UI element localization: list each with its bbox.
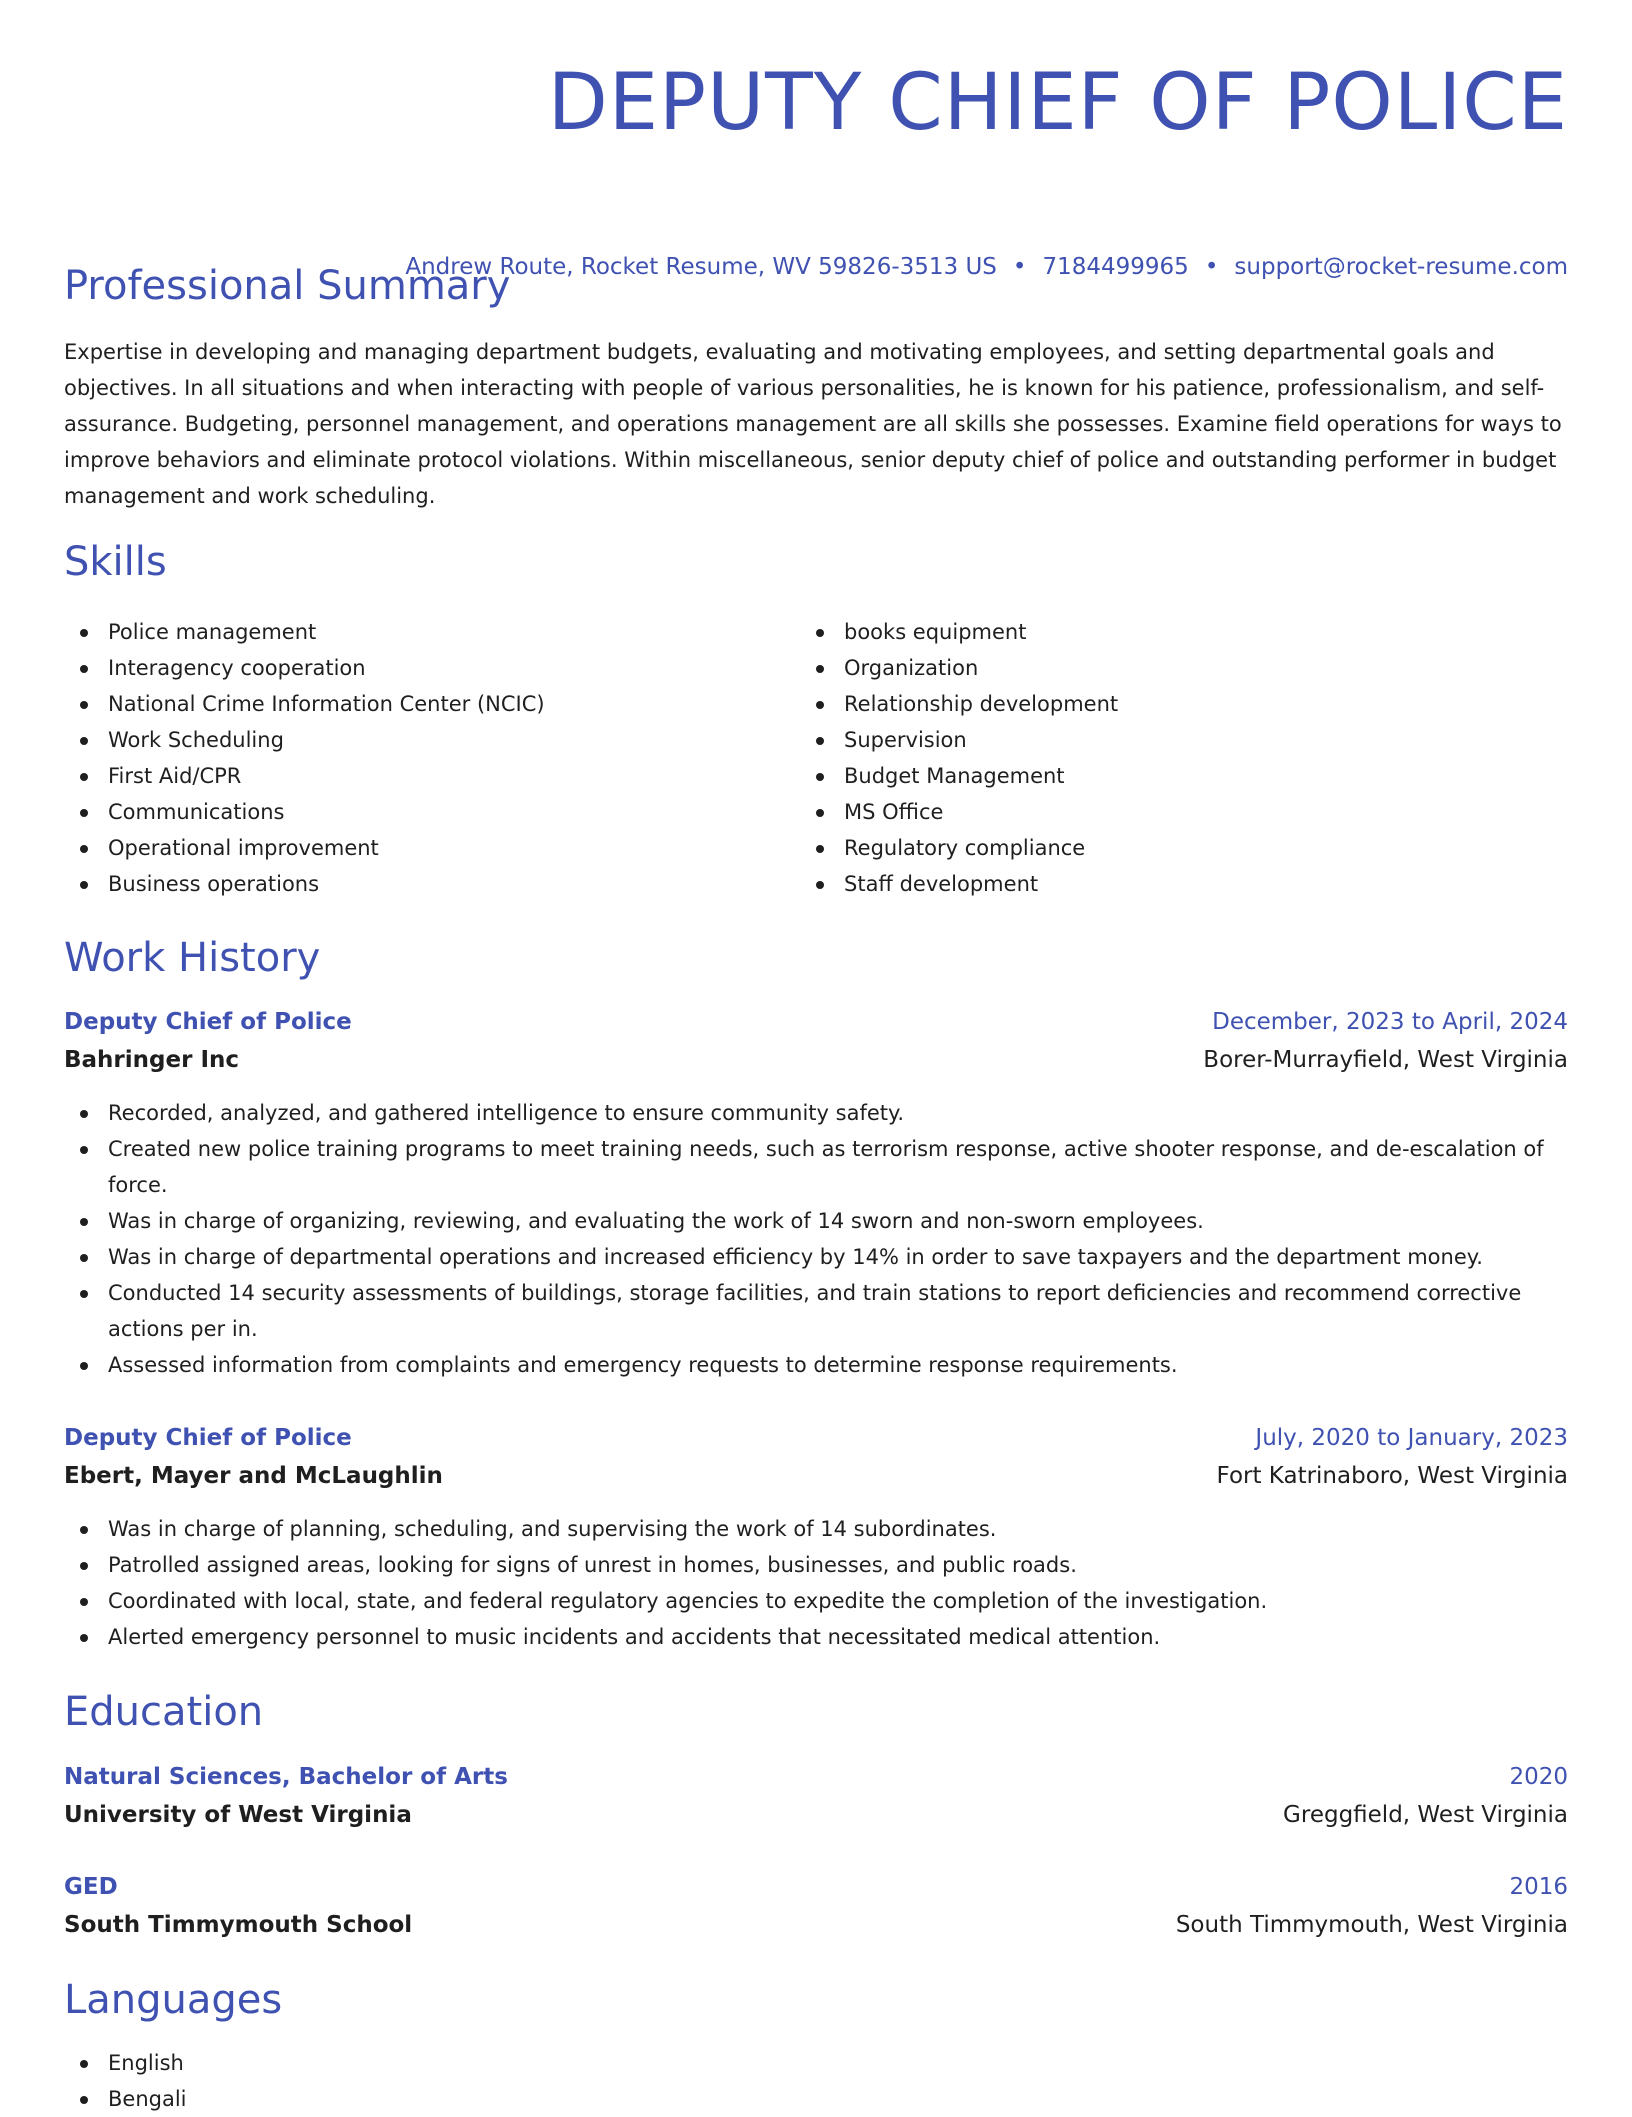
job-bullet: Conducted 14 security assessments of buildings, storage facilities, and train stations to report deficiencies and recommend corrective actions per in. (64, 1275, 1568, 1347)
skill-item: Supervision (800, 722, 1118, 758)
skill-item: Police management (64, 614, 545, 650)
skill-item: Regulatory compliance (800, 830, 1118, 866)
skill-item: MS Office (800, 794, 1118, 830)
language-item: English (64, 2045, 187, 2081)
contact-email: support@rocket-resume.com (1234, 254, 1568, 280)
skill-item: National Crime Information Center (NCIC) (64, 686, 545, 722)
section-title-languages: Languages (64, 1977, 283, 2023)
job-bullet: Assessed information from complaints and emergency requests to determine response requirements. (64, 1347, 1568, 1383)
job-company: Bahringer Inc (64, 1047, 240, 1073)
section-title-work-history: Work History (64, 935, 321, 981)
education-entry (64, 1758, 1568, 1834)
education-school: South Timmymouth School (64, 1912, 413, 1938)
job-bullet: Alerted emergency personnel to music incidents and accidents that necessitated medical attention. (64, 1619, 1568, 1655)
skill-item: Organization (800, 650, 1118, 686)
skills-list-left (64, 614, 545, 902)
job-location: Borer-Murrayfield, West Virginia (1203, 1047, 1568, 1073)
section-title-skills: Skills (64, 539, 167, 585)
job-dates: December, 2023 to April, 2024 (1212, 1009, 1568, 1035)
skill-item: Work Scheduling (64, 722, 545, 758)
skill-item: First Aid/CPR (64, 758, 545, 794)
resume-name-title: DEPUTY CHIEF OF POLICE (547, 58, 1568, 148)
skill-item: Business operations (64, 866, 545, 902)
contact-line (405, 252, 1568, 282)
contact-separator: • (1204, 254, 1219, 280)
job-location: Fort Katrinaboro, West Virginia (1216, 1463, 1568, 1489)
job-bullet: Was in charge of planning, scheduling, and supervising the work of 14 subordinates. (64, 1511, 1568, 1547)
job-bullet: Recorded, analyzed, and gathered intelligence to ensure community safety. (64, 1095, 1568, 1131)
job-bullet: Patrolled assigned areas, looking for signs of unrest in homes, businesses, and public roads. (64, 1547, 1568, 1583)
job-company: Ebert, Mayer and McLaughlin (64, 1463, 443, 1489)
job-dates: July, 2020 to January, 2023 (1255, 1425, 1568, 1451)
contact-address: Andrew Route, Rocket Resume, WV 59826-3513 US (405, 254, 997, 280)
job-bullets (64, 1511, 1568, 1655)
education-location: Greggfield, West Virginia (1283, 1802, 1568, 1828)
job-bullet: Was in charge of organizing, reviewing, and evaluating the work of 14 sworn and non-sworn employees. (64, 1203, 1568, 1239)
skill-item: Staff development (800, 866, 1118, 902)
education-degree: GED (64, 1874, 118, 1900)
education-degree: Natural Sciences, Bachelor of Arts (64, 1764, 508, 1790)
languages-list (64, 2045, 187, 2117)
contact-phone: 7184499965 (1042, 254, 1189, 280)
job-bullet: Was in charge of departmental operations and increased efficiency by 14% in order to save taxpayers and the department money. (64, 1239, 1568, 1275)
job-bullet: Coordinated with local, state, and federal regulatory agencies to expedite the completion of the investigation. (64, 1583, 1568, 1619)
skill-item: Budget Management (800, 758, 1118, 794)
skill-item: Operational improvement (64, 830, 545, 866)
job-title: Deputy Chief of Police (64, 1425, 352, 1451)
job-bullets (64, 1095, 1568, 1383)
job-bullet: Created new police training programs to meet training needs, such as terrorism response, active shooter response, and de-escalation of force. (64, 1131, 1568, 1203)
contact-separator: • (1012, 254, 1027, 280)
education-school: University of West Virginia (64, 1802, 412, 1828)
education-year: 2020 (1509, 1764, 1568, 1790)
section-title-education: Education (64, 1689, 264, 1735)
job-entry (64, 1419, 1568, 1655)
education-entry (64, 1868, 1568, 1944)
education-year: 2016 (1509, 1874, 1568, 1900)
section-title-summary: Professional Summary (64, 263, 511, 309)
skill-item: Relationship development (800, 686, 1118, 722)
education-location: South Timmymouth, West Virginia (1175, 1912, 1568, 1938)
summary-text: Expertise in developing and managing department budgets, evaluating and motivating employees, and setting departmental goals and objectives. In all situations and when interacting with people of various personalities, he is known for his patience, professionalism, and self-assurance. Budgeting, personnel management, and operations management are all skills she possesses. Examine field operations for ways to improve behaviors and eliminate protocol violations. Within miscellaneous, senior deputy chief of police and outstanding performer in budget management and work scheduling. (64, 340, 1562, 508)
skill-item: Interagency cooperation (64, 650, 545, 686)
job-entry (64, 1003, 1568, 1383)
job-title: Deputy Chief of Police (64, 1009, 352, 1035)
skills-list-right (800, 614, 1118, 902)
language-item: Bengali (64, 2081, 187, 2117)
skill-item: books equipment (800, 614, 1118, 650)
skill-item: Communications (64, 794, 545, 830)
